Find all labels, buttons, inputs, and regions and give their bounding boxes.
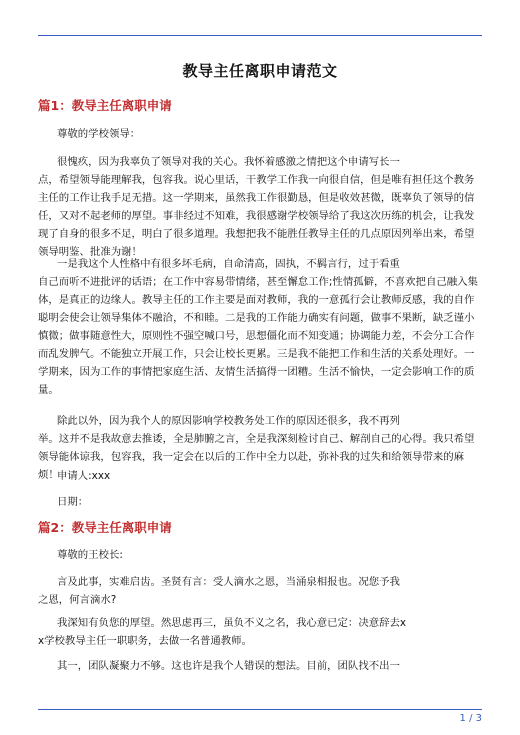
header-rule xyxy=(38,35,482,36)
page-number: 1 / 3 xyxy=(459,713,482,724)
section2-paragraph-3: 其一，团队凝聚力不够。这也许是我个人错误的想法。目前，团队找不出一 xyxy=(57,660,400,672)
section1-applicant: 申请人:xxx xyxy=(57,470,111,482)
section2-greeting: 尊敬的王校长: xyxy=(57,549,123,561)
footer-rule xyxy=(38,709,482,710)
section1-greeting: 尊敬的学校领导： xyxy=(57,128,141,140)
section1-heading: 篇1：教导主任离职申请 xyxy=(38,98,172,113)
section1-date: 日期： xyxy=(57,496,89,508)
section2-paragraph-2: 我深知有负您的厚望。然思虑再三，虽负不义之名，我心意已定：决意辞去x x学校教导主任一职职务，去做一名普通教师。 xyxy=(38,617,407,647)
section1-paragraph-3: 除此以外，因为我个人的原因影响学校教务处工作的原因还很多，我不再列 举。这并不是我故意去推诿，全是肺腑之言，全是我深刻检讨自己、解剖自己的心得。我只希望领导能体谅我，包容我，我一定会在以后的工作中全力以赴，弥补我的过失和给领导带来的麻烦！ xyxy=(38,415,475,481)
section1-paragraph-1: 很愧疚，因为我辜负了领导对我的关心。我怀着感激之情把这个申请写长一 点，希望领导能理解我，包容我。说心里话，干教学工作我一向很自信，但是唯有担任这个教务主任的工作让我手足无措。这一学期来，虽然我工作很勤恳，但是收效甚微，既辜负了领导的信任，又对不起老师的厚望。事非经过不知难，我很感谢学校领导给了我这次历练的机会，让我发现了自身的很多不足，明白了很多道理。我想把我不能胜任教导主任的几点原因列举出来，希望领导明鉴、批准为谢！ xyxy=(38,156,475,258)
section2-paragraph-1: 言及此事，实难启齿。圣贤有言：受人滴水之恩，当涌泉相报也。况您予我 之恩，何言滴水? xyxy=(38,576,400,606)
page-title: 教导主任离职申请范文 xyxy=(182,62,338,80)
section2-heading: 篇2：教导主任离职申请 xyxy=(38,520,172,535)
section1-paragraph-2: 一是我这个人性格中有很多坏毛病，自命清高，固执，不羁言行，过于看重 自己而听不进批评的话语；在工作中容易带情绪，甚至懈怠工作;性情孤僻，不喜欢把自己融入集体，是真正的边缘人。教导主任的工作主要是面对教师，我的一意孤行会让教师反感，我的自作聪明会使会让领导集体不融洽，不和睦。二是我的工作能力确实有问题，做事不果断，缺乏谨小慎微；做事随意性大，原则性不强空喊口号，思想僵化而不知变通；协调能力差，不会分工合作而乱发脾气。不能独立开展工作，只会让校长更累。三是我不能把工作和生活的关系处理好。一学期来，因为工作的事情把家庭生活、友情生活搞得一团糟。生活不愉快，一定会影响工作的质量。 xyxy=(38,258,478,396)
